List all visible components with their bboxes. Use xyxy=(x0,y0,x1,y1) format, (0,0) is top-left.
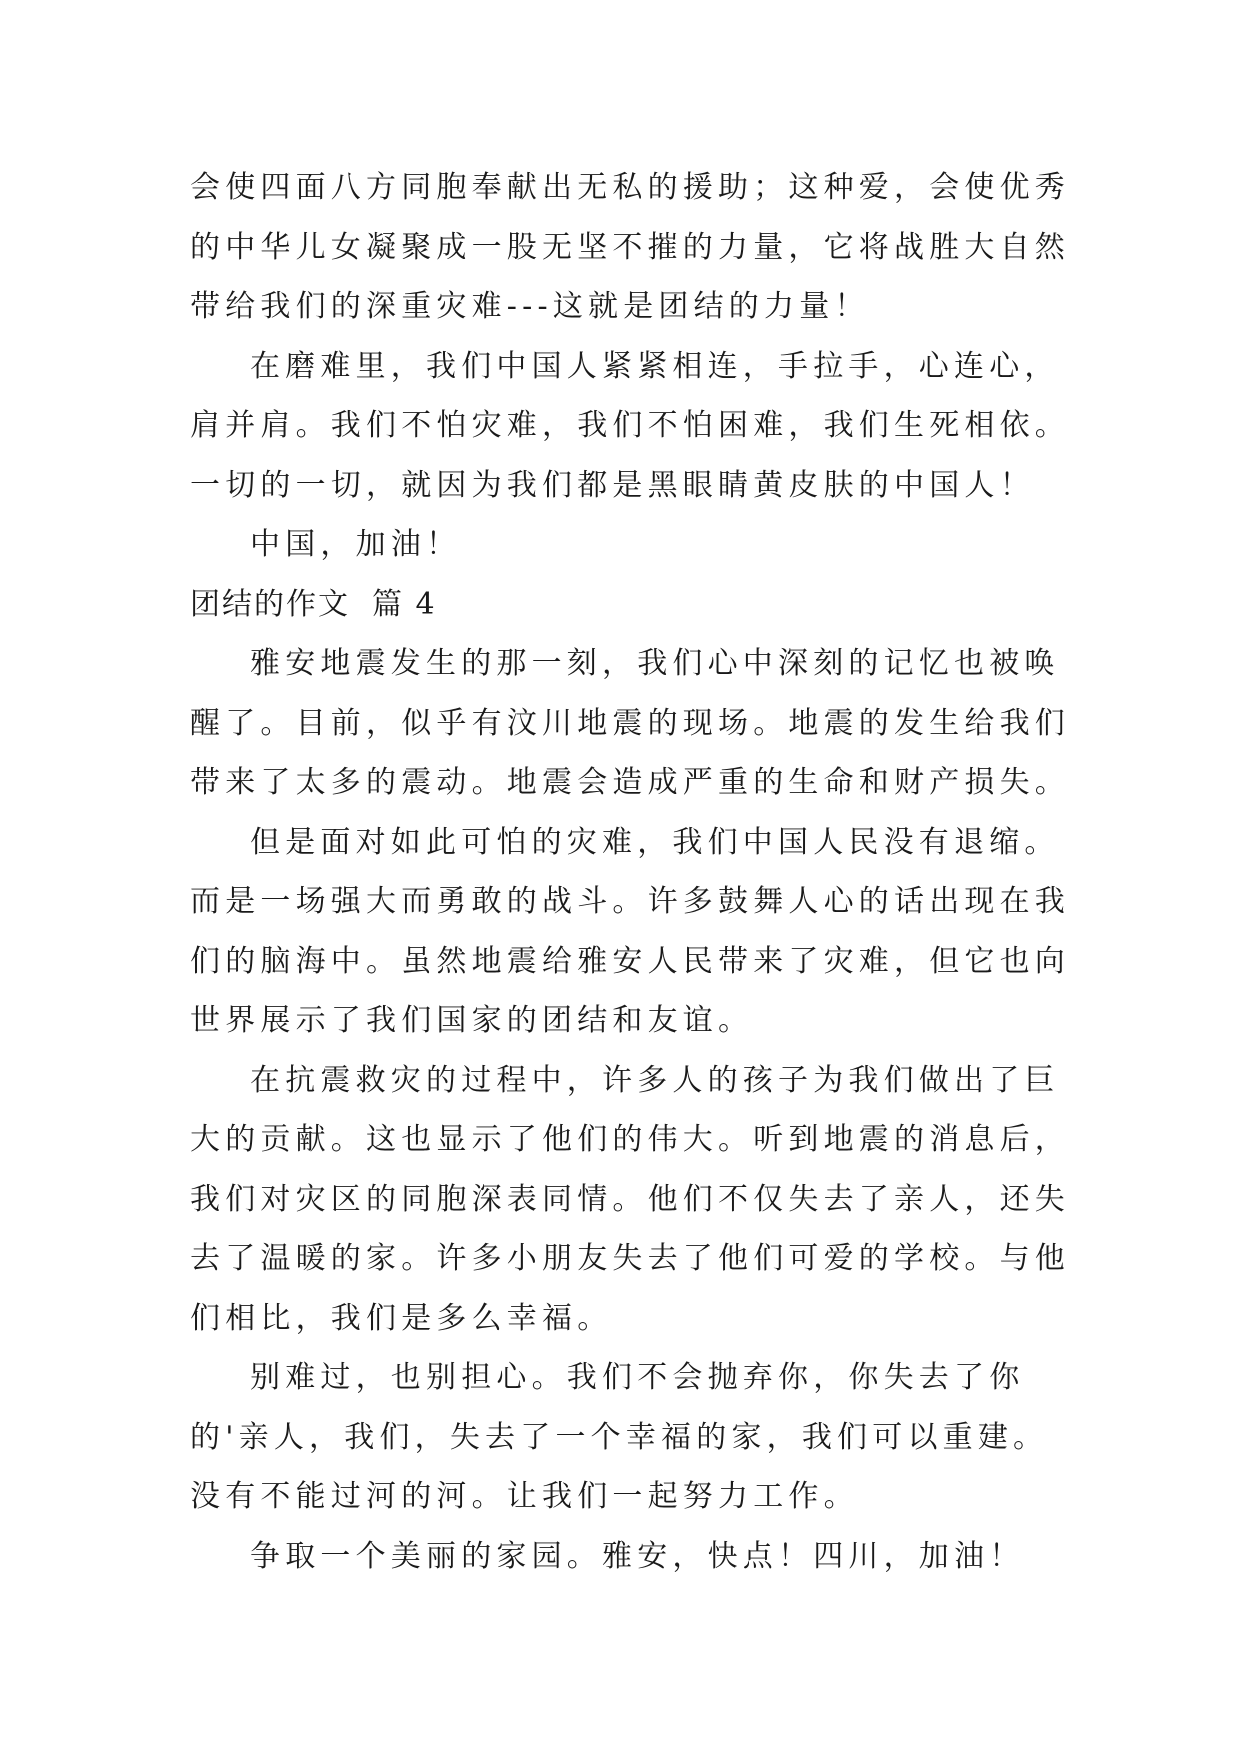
section-heading-label: 篇 4 xyxy=(372,586,437,622)
section-heading xyxy=(190,575,1070,635)
paragraph: 在磨难里，我们中国人紧紧相连，手拉手，心连心，肩并肩。我们不怕灾难，我们不怕困难，我们生死相依。一切的一切，就因为我们都是黑眼睛黄皮肤的中国人！ xyxy=(190,348,1070,503)
document-body xyxy=(190,158,1070,1586)
paragraph: 别难过，也别担心。我们不会抛弃你，你失去了你的'亲人，我们，失去了一个幸福的家，我们可以重建。没有不能过河的河。让我们一起努力工作。 xyxy=(190,1360,1049,1514)
paragraph: 争取一个美丽的家园。雅安，快点！四川，加油！ xyxy=(250,1538,1025,1574)
paragraph: 会使四面八方同胞奉献出无私的援助；这种爱，会使优秀的中华儿女凝聚成一股无坚不摧的力量，它将战胜大自然带给我们的深重灾难---这就是团结的力量！ xyxy=(190,170,1070,324)
paragraph: 雅安地震发生的那一刻，我们心中深刻的记忆也被唤醒了。目前，似乎有汶川地震的现场。地震的发生给我们带来了太多的震动。地震会造成严重的生命和财产损失。 xyxy=(190,646,1070,800)
paragraph: 但是面对如此可怕的灾难，我们中国人民没有退缩。而是一场强大而勇敢的战斗。许多鼓舞人心的话出现在我们的脑海中。虽然地震给雅安人民带来了灾难，但它也向世界展示了我们国家的团结和友谊。 xyxy=(190,824,1070,1038)
paragraph: 在抗震救灾的过程中，许多人的孩子为我们做出了巨大的贡献。这也显示了他们的伟大。听到地震的消息后，我们对灾区的同胞深表同情。他们不仅失去了亲人，还失去了温暖的家。许多小朋友失去了他们可爱的学校。与他们相比，我们是多么幸福。 xyxy=(190,1062,1070,1336)
section-heading-title: 团结的作文 xyxy=(190,586,350,622)
paragraph: 中国，加油！ xyxy=(250,527,462,562)
